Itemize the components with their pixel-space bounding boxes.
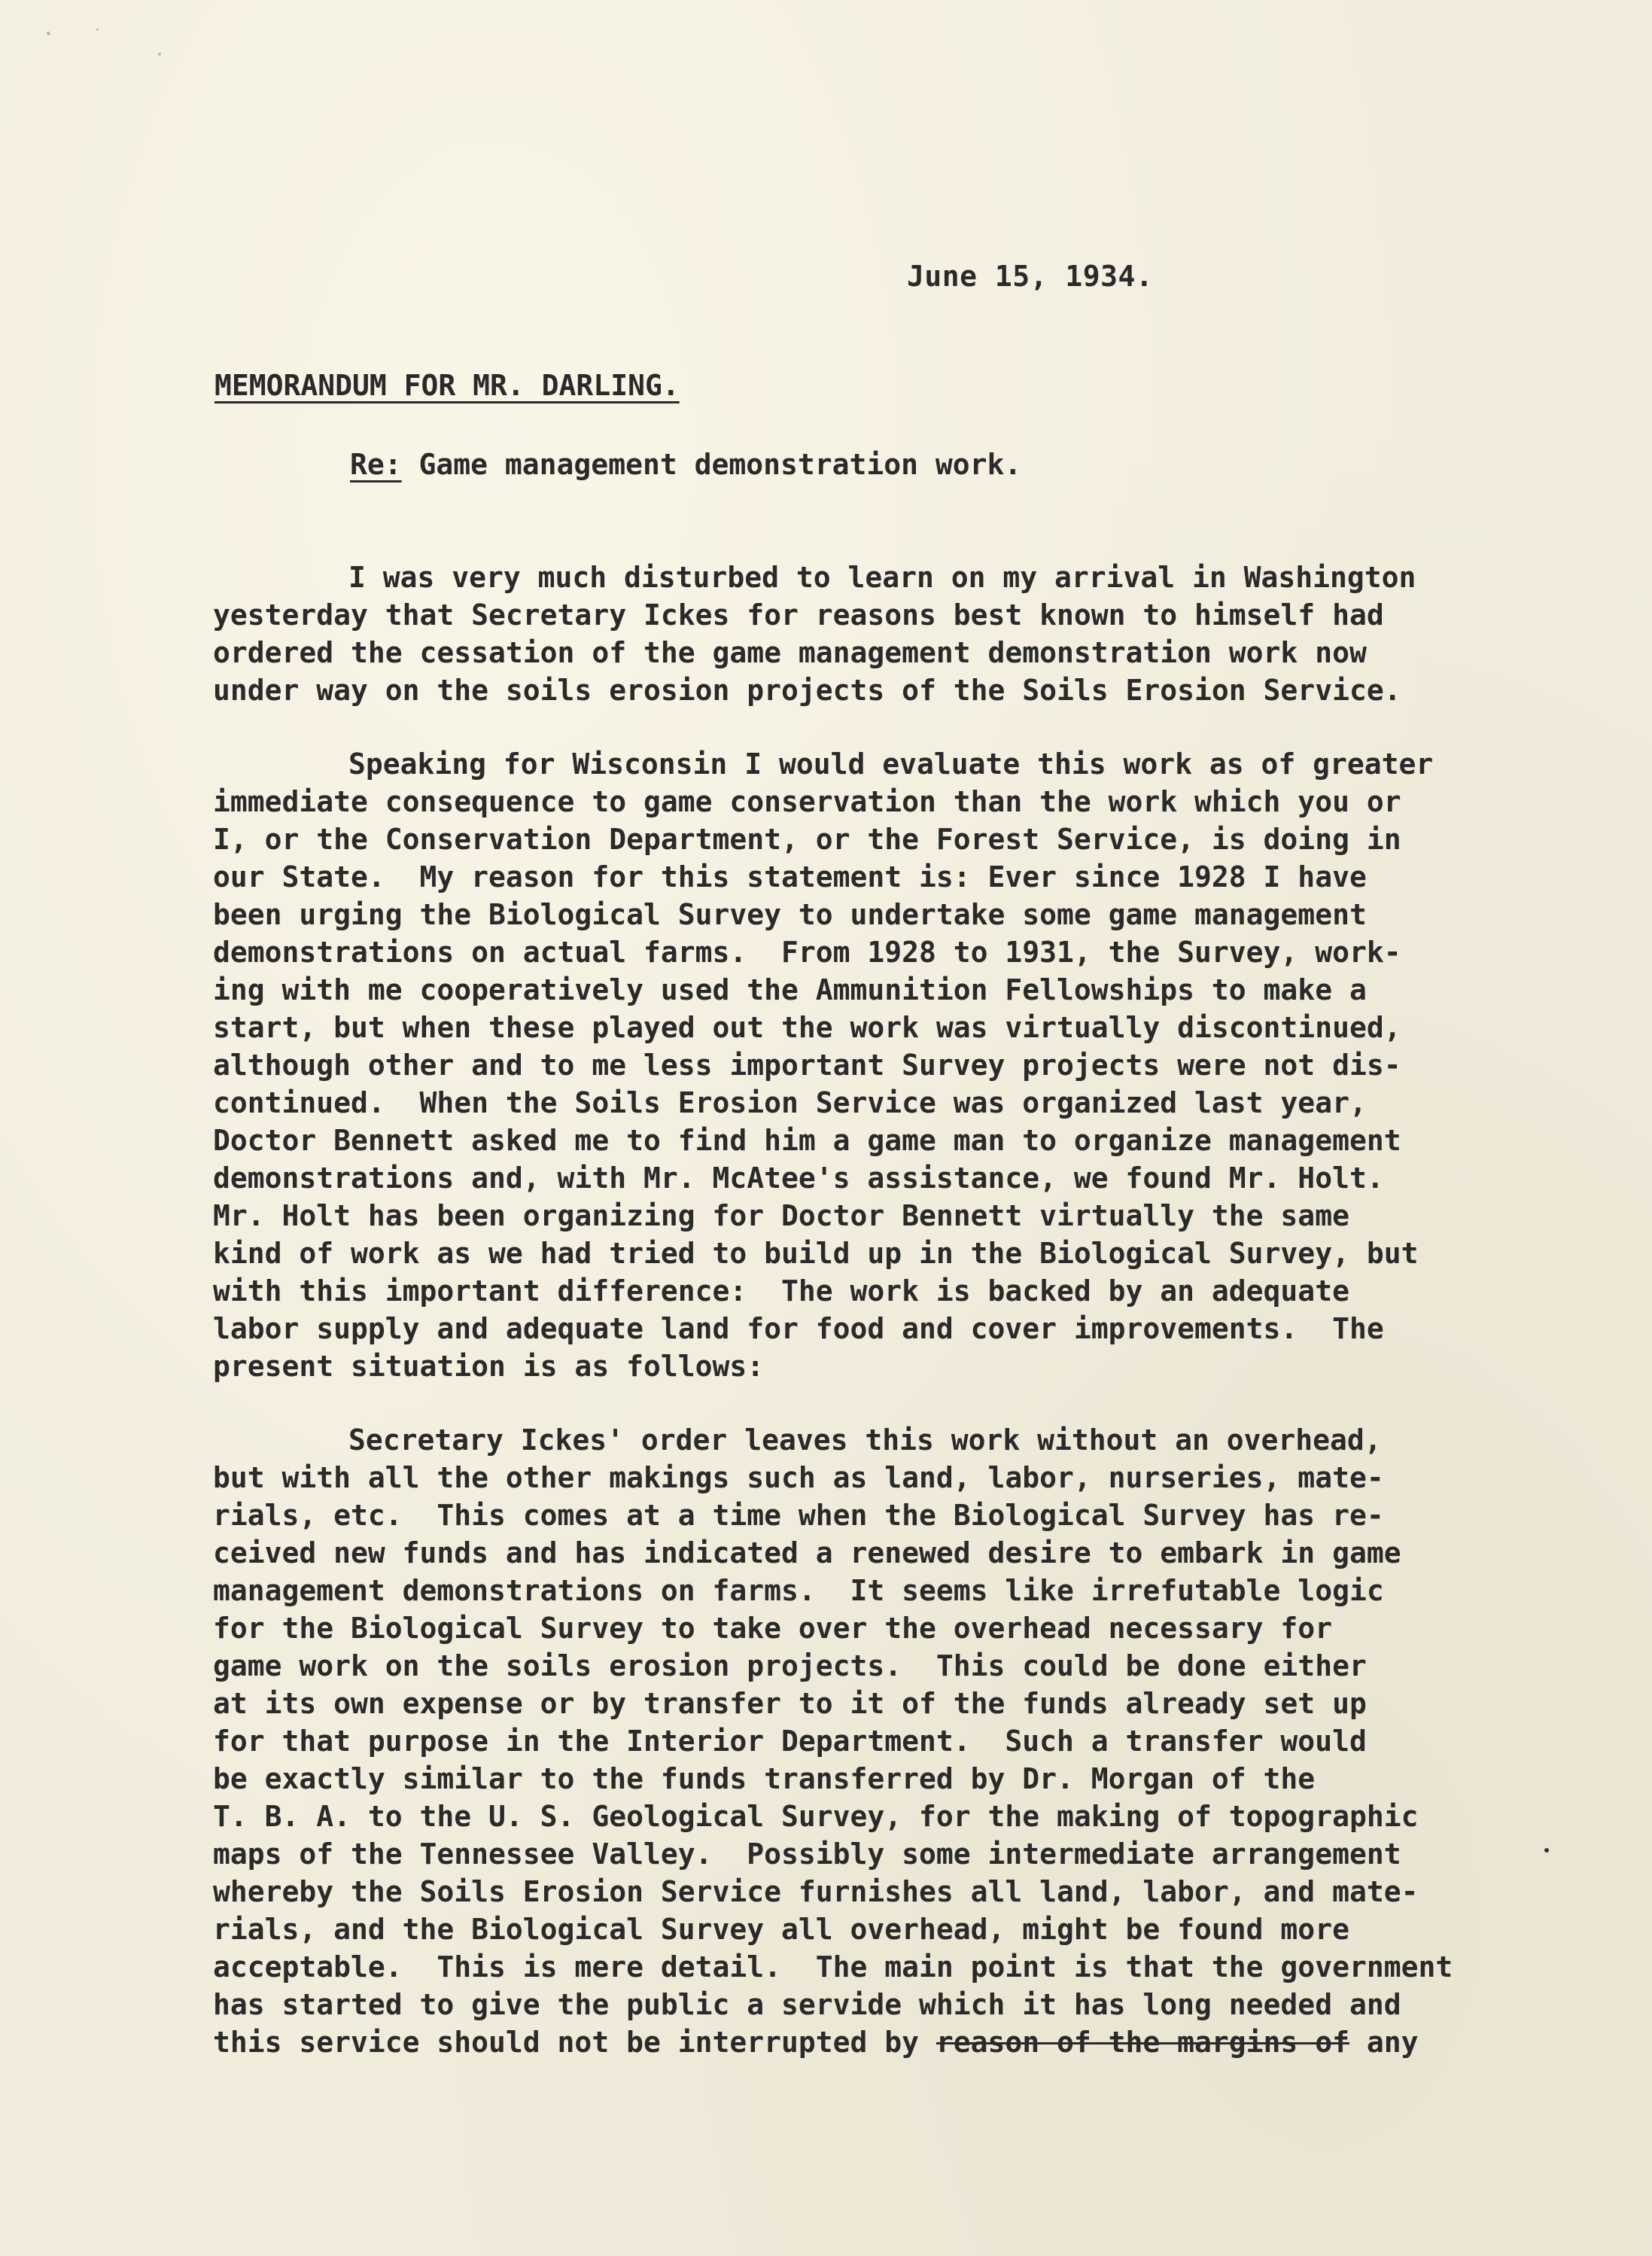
text-line: whereby the Soils Erosion Service furnishes all land, labor, and mate- (213, 1875, 1419, 1908)
paper-speck (158, 53, 161, 56)
paper-speck (47, 32, 50, 35)
text-line: be exactly similar to the funds transferred by Dr. Morgan of the (213, 1762, 1316, 1795)
paragraph-2 (213, 745, 1433, 1385)
text-line: at its own expense or by transfer to it of the funds already set up (213, 1687, 1367, 1720)
text-line: rials, and the Biological Survey all overhead, might be found more (213, 1913, 1349, 1946)
text-line: with this important difference: The work is backed by an adequate (213, 1274, 1349, 1308)
paragraph-3 (213, 1421, 1453, 2061)
text-line: for the Biological Survey to take over the overhead necessary for (213, 1612, 1333, 1645)
text-line: maps of the Tennessee Valley. Possibly some intermediate arrangement (213, 1837, 1401, 1871)
text-line: ordered the cessation of the game management demonstration work now (213, 636, 1367, 669)
subject-line (350, 448, 1021, 481)
text-line: rials, etc. This comes at a time when the Biological Survey has re- (213, 1499, 1384, 1532)
text-line: Speaking for Wisconsin I would evaluate this work as of greater (348, 747, 1434, 781)
text-segment: any (1349, 2026, 1419, 2059)
text-line: I was very much disturbed to learn on my arrival in Washington (348, 561, 1416, 594)
text-line: although other and to me less important Survey projects were not dis- (213, 1049, 1401, 1082)
text-line: Doctor Bennett asked me to find him a game man to organize management (213, 1124, 1401, 1157)
memo-heading: MEMORANDUM FOR MR. DARLING. (214, 369, 680, 402)
paper-speck (96, 29, 99, 31)
text-line: under way on the soils erosion projects of the Soils Erosion Service. (213, 674, 1401, 707)
text-line: immediate consequence to game conservation than the work which you or (213, 785, 1401, 818)
text-line: game work on the soils erosion projects. This could be done either (213, 1649, 1367, 1682)
text-line: demonstrations and, with Mr. McAtee's assistance, we found Mr. Holt. (213, 1161, 1384, 1195)
subject-label: Re: (350, 448, 402, 481)
text-line: Mr. Holt has been organizing for Doctor Bennett virtually the same (213, 1199, 1349, 1232)
text-line: demonstrations on actual farms. From 1928 to 1931, the Survey, work- (213, 936, 1401, 969)
text-line: I, or the Conservation Department, or the Forest Service, is doing in (213, 823, 1401, 856)
text-line: continued. When the Soils Erosion Service was organized last year, (213, 1086, 1367, 1119)
text-line: start, but when these played out the work was virtually discontinued, (213, 1011, 1401, 1044)
text-line: ing with me cooperatively used the Ammunition Fellowships to make a (213, 973, 1367, 1006)
text-line: kind of work as we had tried to build up in the Biological Survey, but (213, 1237, 1419, 1270)
subject-text: Game management demonstration work. (418, 448, 1022, 481)
text-line: but with all the other makings such as land, labor, nurseries, mate- (213, 1461, 1384, 1494)
text-line: for that purpose in the Interior Department. Such a transfer would (213, 1725, 1367, 1758)
text-line: T. B. A. to the U. S. Geological Survey, for the making of topographic (213, 1800, 1419, 1833)
text-line: management demonstrations on farms. It seems like irrefutable logic (213, 1574, 1384, 1607)
text-line: has started to give the public a servide which it has long needed and (213, 1988, 1401, 2021)
text-line: Secretary Ickes' order leaves this work without an overhead, (348, 1423, 1382, 1457)
text-line: ceived new funds and has indicated a renewed desire to embark in game (213, 1536, 1401, 1569)
text-line: acceptable. This is mere detail. The main point is that the government (213, 1950, 1453, 1984)
text-line: labor supply and adequate land for food and cover improvements. The (213, 1312, 1384, 1345)
paragraph-1 (213, 559, 1416, 709)
last-text-line (213, 2023, 1453, 2061)
text-line: yesterday that Secretary Ickes for reasons best known to himself had (213, 598, 1384, 632)
struck-through-text: reason of the margins of (936, 2026, 1349, 2059)
margin-mark (1544, 1848, 1549, 1853)
text-line: been urging the Biological Survey to undertake some game management (213, 898, 1367, 931)
text-segment: this service should not be interrupted by (213, 2026, 936, 2059)
memo-date: June 15, 1934. (907, 260, 1154, 293)
text-line: present situation is as follows: (213, 1350, 765, 1383)
text-line: our State. My reason for this statement is: Ever since 1928 I have (213, 860, 1367, 894)
